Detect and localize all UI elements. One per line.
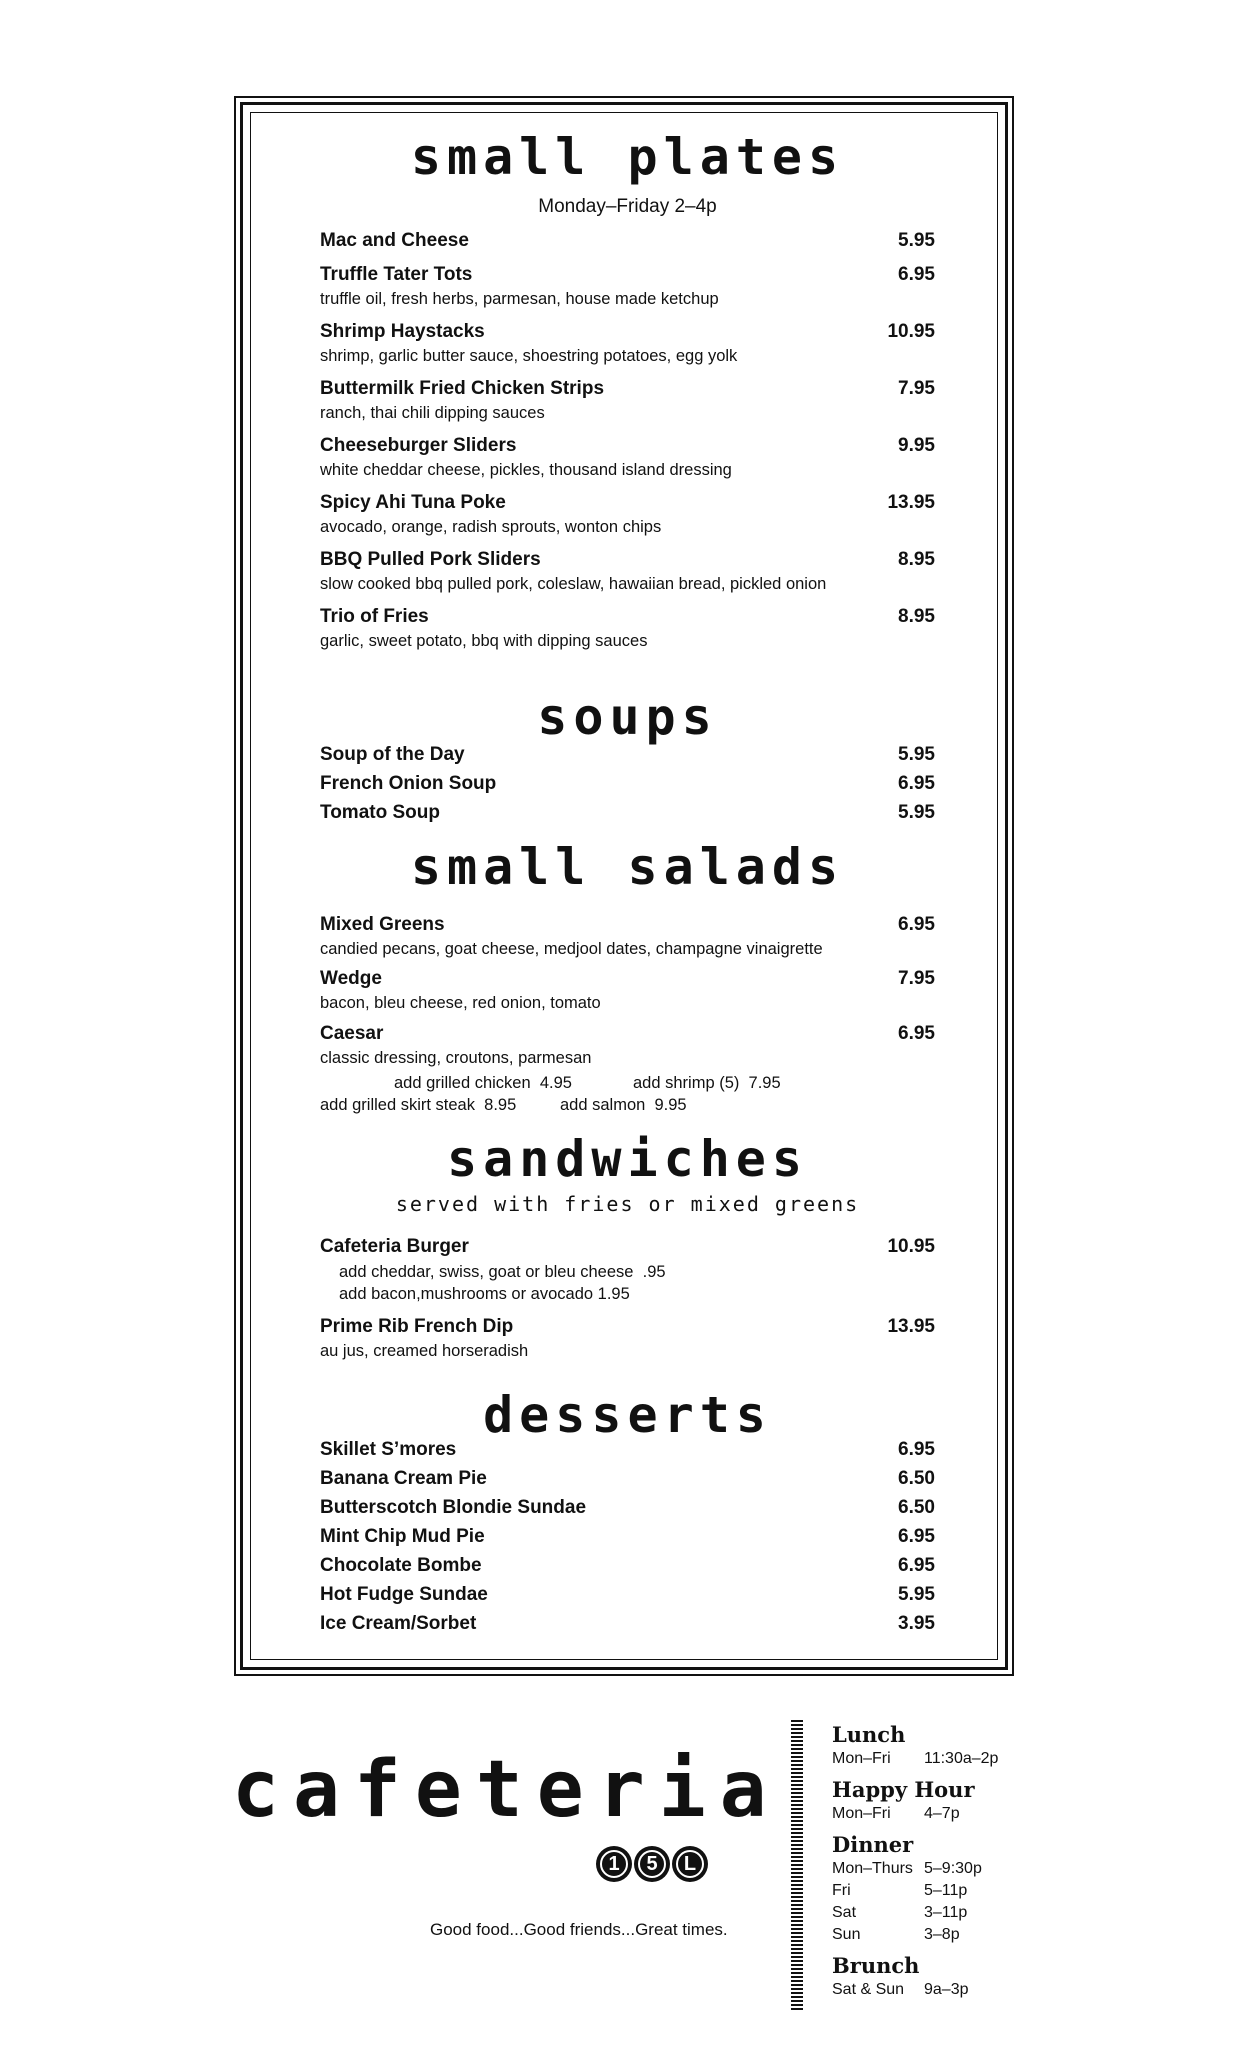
hours-days: Mon–Fri xyxy=(832,1805,891,1822)
addon-shrimp: add shrimp (5) 7.95 xyxy=(633,1074,781,1092)
item-name: Spicy Ahi Tuna Poke xyxy=(320,492,506,513)
item-description: white cheddar cheese, pickles, thousand island dressing xyxy=(320,461,732,479)
addon-steak: add grilled skirt steak 8.95 xyxy=(320,1096,517,1114)
item-name: BBQ Pulled Pork Sliders xyxy=(320,549,541,570)
item-price: 6.95 xyxy=(898,1526,935,1547)
menu-item xyxy=(320,378,935,423)
menu-item xyxy=(320,606,935,651)
item-price: 6.50 xyxy=(898,1468,935,1489)
burger-addon: add cheddar, swiss, goat or bleu cheese .95 xyxy=(339,1263,666,1281)
item-description: avocado, orange, radish sprouts, wonton chips xyxy=(320,518,662,536)
item-name: Banana Cream Pie xyxy=(320,1468,487,1489)
addon-salmon: add salmon 9.95 xyxy=(560,1096,687,1114)
hours-time: 5–11p xyxy=(924,1882,968,1899)
hours-happy-hour xyxy=(832,1777,1092,1825)
item-name: Cheeseburger Sliders xyxy=(320,435,517,456)
hours-time: 3–8p xyxy=(924,1926,960,1943)
item-name: Mac and Cheese xyxy=(320,230,469,251)
hours-days: Sat xyxy=(832,1904,857,1921)
badge-1 xyxy=(596,1846,632,1882)
item-name: Buttermilk Fried Chicken Strips xyxy=(320,378,605,399)
item-price: 13.95 xyxy=(887,492,935,513)
menu-item xyxy=(320,1497,935,1519)
hours-row xyxy=(832,1803,1092,1825)
hours-row xyxy=(832,1924,1092,1946)
menu-item xyxy=(320,264,935,309)
hours-time: 5–9:30p xyxy=(924,1860,982,1877)
hours-label: Lunch xyxy=(832,1722,906,1747)
item-name: Mint Chip Mud Pie xyxy=(320,1526,485,1547)
hours-label: Happy Hour xyxy=(832,1777,975,1802)
menu-item xyxy=(320,1439,935,1461)
item-name: Chocolate Bombe xyxy=(320,1555,482,1576)
item-name: Tomato Soup xyxy=(320,802,440,823)
item-price: 8.95 xyxy=(898,606,935,627)
hours-label: Dinner xyxy=(832,1832,914,1857)
item-price: 10.95 xyxy=(887,1236,935,1257)
hours-days: Fri xyxy=(832,1882,851,1899)
hours-lunch xyxy=(832,1722,1092,1770)
item-name: Skillet S’mores xyxy=(320,1439,457,1460)
item-name: Hot Fudge Sundae xyxy=(320,1584,488,1605)
item-price: 9.95 xyxy=(898,435,935,456)
item-price: 6.95 xyxy=(898,914,935,935)
menu-item xyxy=(320,914,935,959)
item-description: au jus, creamed horseradish xyxy=(320,1342,529,1360)
item-price: 7.95 xyxy=(898,968,935,989)
item-price: 5.95 xyxy=(898,1584,935,1605)
item-name: Cafeteria Burger xyxy=(320,1236,469,1257)
section-title-desserts: desserts xyxy=(483,1386,772,1444)
item-price: 3.95 xyxy=(898,1613,935,1634)
item-description: ranch, thai chili dipping sauces xyxy=(320,404,545,422)
item-price: 5.95 xyxy=(898,802,935,823)
hours-label: Brunch xyxy=(832,1953,920,1978)
hours-brunch xyxy=(832,1953,1092,2001)
menu-item xyxy=(320,549,935,594)
logo-badges xyxy=(596,1846,708,1882)
menu-item xyxy=(320,1584,935,1606)
menu-item xyxy=(320,744,935,766)
section-title-soups: soups xyxy=(537,688,718,746)
item-price: 10.95 xyxy=(887,321,935,342)
item-price: 6.95 xyxy=(898,773,935,794)
small-plates-hours: Monday–Friday 2–4p xyxy=(538,196,717,217)
hours-time: 11:30a–2p xyxy=(924,1750,999,1767)
cafeteria-logo: cafeteria xyxy=(232,1745,781,1835)
item-description: garlic, sweet potato, bbq with dipping sauces xyxy=(320,632,648,650)
hours-panel xyxy=(832,1722,1092,2008)
item-price: 6.95 xyxy=(898,1439,935,1460)
hours-dinner xyxy=(832,1832,1092,1946)
hours-row xyxy=(832,1979,1092,2001)
item-price: 6.95 xyxy=(898,264,935,285)
item-price: 5.95 xyxy=(898,744,935,765)
hours-days: Sat & Sun xyxy=(832,1981,905,1998)
item-price: 6.50 xyxy=(898,1497,935,1518)
menu-item xyxy=(320,230,935,252)
menu-item xyxy=(320,1468,935,1490)
burger-addon: add bacon,mushrooms or avocado 1.95 xyxy=(339,1285,630,1303)
menu-item xyxy=(320,321,935,366)
hours-time: 3–11p xyxy=(924,1904,968,1921)
item-name: Wedge xyxy=(320,968,382,989)
hours-row xyxy=(832,1858,1092,1880)
menu-item xyxy=(320,1023,935,1068)
menu-item xyxy=(320,802,935,824)
item-description: bacon, bleu cheese, red onion, tomato xyxy=(320,994,601,1012)
hours-row xyxy=(832,1880,1092,1902)
item-name: Trio of Fries xyxy=(320,606,429,627)
menu-item xyxy=(320,1555,935,1577)
hours-days: Sun xyxy=(832,1926,861,1943)
menu-item xyxy=(320,1316,935,1361)
menu-item xyxy=(320,492,935,537)
menu-item xyxy=(320,1613,935,1635)
badge-L xyxy=(672,1846,708,1882)
hours-days: Mon–Fri xyxy=(832,1750,891,1767)
item-description: truffle oil, fresh herbs, parmesan, house made ketchup xyxy=(320,290,719,308)
badge-5 xyxy=(634,1846,670,1882)
menu-item xyxy=(320,1236,935,1258)
item-price: 5.95 xyxy=(898,230,935,251)
hours-days: Mon–Thurs xyxy=(832,1860,913,1877)
section-title-small-plates: small plates xyxy=(410,128,845,186)
menu-item xyxy=(320,773,935,795)
item-name: French Onion Soup xyxy=(320,773,497,794)
item-price: 8.95 xyxy=(898,549,935,570)
item-price: 6.95 xyxy=(898,1555,935,1576)
item-price: 7.95 xyxy=(898,378,935,399)
item-name: Shrimp Haystacks xyxy=(320,321,485,342)
item-description: shrimp, garlic butter sauce, shoestring potatoes, egg yolk xyxy=(320,347,738,365)
badge-label: 5 xyxy=(638,1850,666,1878)
hours-row xyxy=(832,1748,1092,1770)
menu-item xyxy=(320,1526,935,1548)
section-title-small-salads: small salads xyxy=(410,838,845,896)
item-price: 13.95 xyxy=(887,1316,935,1337)
item-description: slow cooked bbq pulled pork, coleslaw, hawaiian bread, pickled onion xyxy=(320,575,827,593)
item-name: Mixed Greens xyxy=(320,914,445,935)
item-name: Caesar xyxy=(320,1023,384,1044)
item-name: Truffle Tater Tots xyxy=(320,264,473,285)
section-title-sandwiches: sandwiches xyxy=(446,1130,809,1188)
tagline: Good food...Good friends...Great times. xyxy=(430,1920,728,1939)
menu-item xyxy=(320,968,935,1013)
item-name: Butterscotch Blondie Sundae xyxy=(320,1497,587,1518)
item-name: Prime Rib French Dip xyxy=(320,1316,514,1337)
item-name: Soup of the Day xyxy=(320,744,465,765)
item-description: classic dressing, croutons, parmesan xyxy=(320,1049,592,1067)
hours-divider xyxy=(791,1720,803,2010)
hours-time: 9a–3p xyxy=(924,1981,969,1998)
item-name: Ice Cream/Sorbet xyxy=(320,1613,477,1634)
hours-time: 4–7p xyxy=(924,1805,960,1822)
badge-label: 1 xyxy=(600,1850,628,1878)
addon-chicken: add grilled chicken 4.95 xyxy=(394,1074,572,1092)
hours-row xyxy=(832,1902,1092,1924)
sandwiches-subtitle: served with fries or mixed greens xyxy=(395,1192,860,1216)
badge-label: L xyxy=(676,1850,704,1878)
item-description: candied pecans, goat cheese, medjool dates, champagne vinaigrette xyxy=(320,940,823,958)
menu-item xyxy=(320,435,935,480)
item-price: 6.95 xyxy=(898,1023,935,1044)
